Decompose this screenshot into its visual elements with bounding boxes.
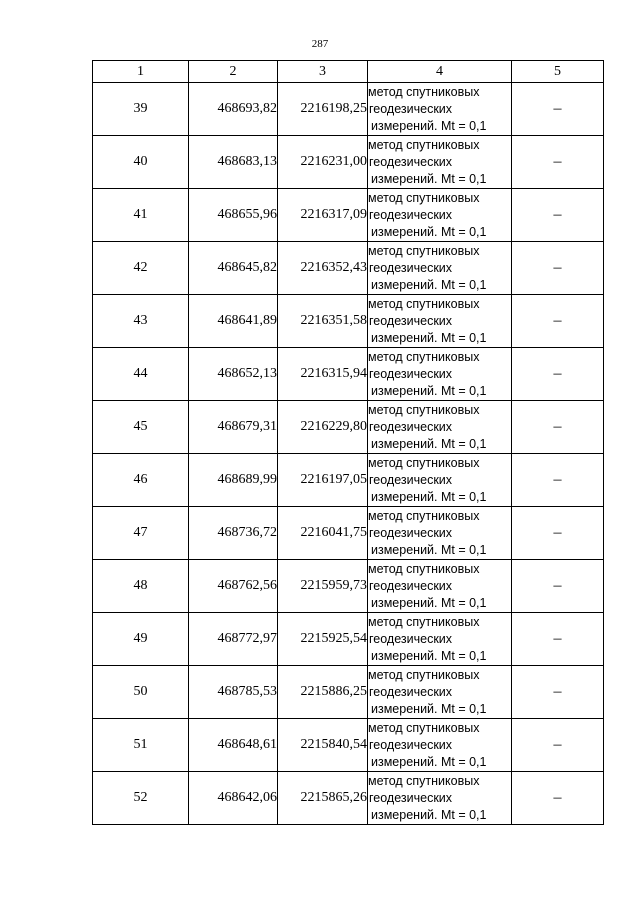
table-row: [93, 401, 604, 454]
method-cell: [368, 189, 512, 242]
coordinate-x: 468679,31: [189, 401, 278, 454]
method-line: метод спутниковых: [368, 243, 480, 258]
point-number: 42: [93, 242, 189, 295]
table-body: [93, 83, 604, 825]
table-row: [93, 507, 604, 560]
coordinate-y: 2216041,75: [278, 507, 368, 560]
method-line: геодезических: [369, 101, 453, 116]
method-cell: [368, 613, 512, 666]
coordinate-y: 2216197,05: [278, 454, 368, 507]
method-line: геодезических: [369, 525, 453, 540]
coordinate-x: 468642,06: [189, 772, 278, 825]
header-col-4: 4: [368, 61, 512, 83]
method-line: геодезических: [369, 737, 453, 752]
method-line: геодезических: [369, 313, 453, 328]
note-dash: –: [512, 83, 604, 136]
method-cell: [368, 295, 512, 348]
table-row: [93, 666, 604, 719]
note-dash: –: [512, 719, 604, 772]
method-line: измерений. Mt = 0,1: [371, 171, 487, 186]
coordinate-x: 468683,13: [189, 136, 278, 189]
point-number: 50: [93, 666, 189, 719]
coordinate-x: 468655,96: [189, 189, 278, 242]
note-dash: –: [512, 772, 604, 825]
point-number: 51: [93, 719, 189, 772]
method-line: измерений. Mt = 0,1: [371, 489, 487, 504]
header-col-2: 2: [189, 61, 278, 83]
coordinate-y: 2215959,73: [278, 560, 368, 613]
method-line: геодезических: [369, 472, 453, 487]
table-row: [93, 242, 604, 295]
method-line: метод спутниковых: [368, 190, 480, 205]
method-line: метод спутниковых: [368, 296, 480, 311]
method-line: геодезических: [369, 578, 453, 593]
page-number: 287: [311, 38, 329, 50]
coordinate-x: 468772,97: [189, 613, 278, 666]
table-row: [93, 136, 604, 189]
note-dash: –: [512, 189, 604, 242]
note-dash: –: [512, 454, 604, 507]
coordinate-y: 2215925,54: [278, 613, 368, 666]
coordinate-y: 2216352,43: [278, 242, 368, 295]
method-line: метод спутниковых: [368, 137, 480, 152]
coordinates-table: [92, 60, 604, 825]
point-number: 44: [93, 348, 189, 401]
coordinate-y: 2215840,54: [278, 719, 368, 772]
method-line: измерений. Mt = 0,1: [371, 330, 487, 345]
method-line: геодезических: [369, 260, 453, 275]
method-line: метод спутниковых: [368, 455, 480, 470]
coordinate-x: 468785,53: [189, 666, 278, 719]
coordinate-y: 2215886,25: [278, 666, 368, 719]
coordinate-x: 468689,99: [189, 454, 278, 507]
coordinate-x: 468693,82: [189, 83, 278, 136]
method-line: метод спутниковых: [368, 773, 480, 788]
method-line: геодезических: [369, 154, 453, 169]
header-col-5: 5: [512, 61, 604, 83]
method-cell: [368, 83, 512, 136]
method-line: метод спутниковых: [368, 614, 480, 629]
note-dash: –: [512, 136, 604, 189]
method-line: геодезических: [369, 366, 453, 381]
method-cell: [368, 666, 512, 719]
coordinate-y: 2216231,00: [278, 136, 368, 189]
coordinate-y: 2215865,26: [278, 772, 368, 825]
point-number: 39: [93, 83, 189, 136]
note-dash: –: [512, 666, 604, 719]
method-cell: [368, 401, 512, 454]
method-cell: [368, 507, 512, 560]
method-line: геодезических: [369, 419, 453, 434]
method-line: метод спутниковых: [368, 667, 480, 682]
method-cell: [368, 136, 512, 189]
method-line: измерений. Mt = 0,1: [371, 224, 487, 239]
coordinate-x: 468648,61: [189, 719, 278, 772]
coordinate-x: 468641,89: [189, 295, 278, 348]
method-line: метод спутниковых: [368, 84, 480, 99]
header-row: [93, 61, 604, 83]
method-line: измерений. Mt = 0,1: [371, 436, 487, 451]
method-line: метод спутниковых: [368, 402, 480, 417]
point-number: 48: [93, 560, 189, 613]
method-cell: [368, 242, 512, 295]
table-row: [93, 83, 604, 136]
method-cell: [368, 454, 512, 507]
coordinate-x: 468762,56: [189, 560, 278, 613]
point-number: 52: [93, 772, 189, 825]
note-dash: –: [512, 295, 604, 348]
table-row: [93, 189, 604, 242]
method-line: измерений. Mt = 0,1: [371, 118, 487, 133]
method-cell: [368, 560, 512, 613]
point-number: 40: [93, 136, 189, 189]
method-line: измерений. Mt = 0,1: [371, 807, 487, 822]
header-col-1: 1: [93, 61, 189, 83]
header-col-3: 3: [278, 61, 368, 83]
table-row: [93, 560, 604, 613]
table-row: [93, 295, 604, 348]
point-number: 41: [93, 189, 189, 242]
table-row: [93, 772, 604, 825]
method-line: измерений. Mt = 0,1: [371, 595, 487, 610]
note-dash: –: [512, 242, 604, 295]
coordinate-x: 468736,72: [189, 507, 278, 560]
table-row: [93, 719, 604, 772]
table-row: [93, 348, 604, 401]
method-line: геодезических: [369, 207, 453, 222]
coordinate-x: 468645,82: [189, 242, 278, 295]
note-dash: –: [512, 348, 604, 401]
note-dash: –: [512, 560, 604, 613]
note-dash: –: [512, 507, 604, 560]
method-line: метод спутниковых: [368, 561, 480, 576]
coordinate-y: 2216315,94: [278, 348, 368, 401]
coordinate-y: 2216198,25: [278, 83, 368, 136]
method-line: метод спутниковых: [368, 508, 480, 523]
method-line: измерений. Mt = 0,1: [371, 754, 487, 769]
method-line: геодезических: [369, 790, 453, 805]
method-cell: [368, 348, 512, 401]
coordinate-x: 468652,13: [189, 348, 278, 401]
coordinate-y: 2216229,80: [278, 401, 368, 454]
method-line: измерений. Mt = 0,1: [371, 648, 487, 663]
table-row: [93, 454, 604, 507]
method-line: геодезических: [369, 631, 453, 646]
method-line: геодезических: [369, 684, 453, 699]
method-line: измерений. Mt = 0,1: [371, 542, 487, 557]
method-cell: [368, 772, 512, 825]
note-dash: –: [512, 401, 604, 454]
note-dash: –: [512, 613, 604, 666]
point-number: 45: [93, 401, 189, 454]
point-number: 49: [93, 613, 189, 666]
point-number: 46: [93, 454, 189, 507]
method-line: метод спутниковых: [368, 349, 480, 364]
method-line: измерений. Mt = 0,1: [371, 383, 487, 398]
method-cell: [368, 719, 512, 772]
table-header: [93, 61, 604, 83]
method-line: метод спутниковых: [368, 720, 480, 735]
method-line: измерений. Mt = 0,1: [371, 701, 487, 716]
point-number: 43: [93, 295, 189, 348]
coordinate-y: 2216351,58: [278, 295, 368, 348]
method-line: измерений. Mt = 0,1: [371, 277, 487, 292]
coordinate-y: 2216317,09: [278, 189, 368, 242]
point-number: 47: [93, 507, 189, 560]
table-row: [93, 613, 604, 666]
